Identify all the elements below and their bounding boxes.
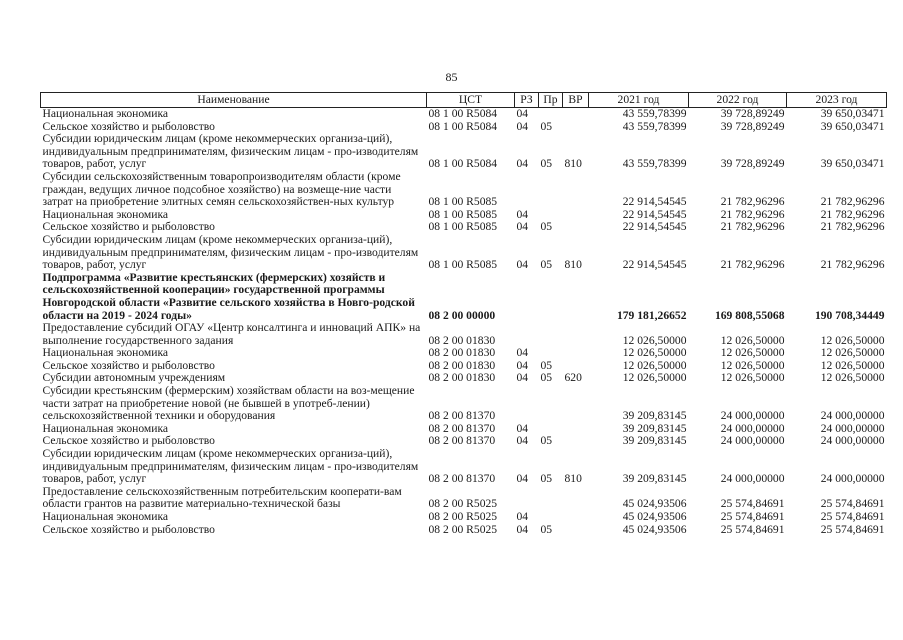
row-2023: 21 782,96296 [820,195,885,209]
row-rz: 04 [516,207,529,221]
row-cst: 08 1 00 R5085 [428,220,498,234]
row-name: Национальная экономика [42,207,169,221]
row-name: Субсидии сельскохозяйственным товаропроизводителям области (кроме граждан, ведущих личное подсобное хозяйство) на возмеще-ние части затрат на приобретение элитных семян сельскохозяйствен-ных культур [42,169,401,209]
row-2021: 179 181,26652 [616,308,687,322]
row-2023: 39 650,03471 [820,119,885,133]
table-row [41,234,887,272]
row-2021: 12 026,50000 [622,358,687,372]
row-2022: 169 808,55068 [714,308,785,322]
table-row [41,524,887,537]
row-cst: 08 2 00 01830 [428,371,496,385]
row-vr [563,322,589,347]
row-2021: 45 024,93506 [622,510,687,523]
row-2023: 12 026,50000 [820,371,885,385]
row-name: Подпрограмма «Развитие крестьянских (фермерских) хозяйств и сельскохозяйственной кооперации» государственной программы Новгородской области «Развитие сельского хозяйства в Новго-родской области на 2019 - 2024 годы» [42,270,415,322]
row-name: Национальная экономика [42,107,169,120]
row-vr: 620 [564,371,582,385]
row-name: Сельское хозяйство и рыболовство [42,434,215,448]
row-2021: 22 914,54545 [622,220,687,234]
row-2022: 24 000,00000 [720,472,785,486]
row-pr [539,486,563,511]
row-rz [515,486,539,511]
row-cst: 08 2 00 R5025 [428,522,498,536]
row-2023: 24 000,00000 [820,434,885,448]
page-number: 85 [445,70,458,84]
row-name: Национальная экономика [42,346,169,360]
budget-table [40,92,887,536]
row-rz: 04 [516,434,529,448]
row-pr: 05 [540,258,553,272]
row-2021: 12 026,50000 [622,333,687,347]
row-2023: 25 574,84691 [820,522,885,536]
row-vr: 810 [564,472,582,486]
row-cst: 08 2 00 00000 [428,308,496,322]
row-name: Субсидии крестьянским (фермерским) хозяйствам области на воз-мещение части затрат на приобретение новой (не бывшей в употреб-лении) сельскохозяйственной техники и оборудования [42,384,415,423]
row-pr [539,171,563,209]
header-rz: РЗ [515,93,539,108]
row-pr: 05 [540,434,553,448]
row-rz: 04 [516,107,529,120]
row-name: Субсидии юридическим лицам (кроме некоммерческих организа-ций), индивидуальным предпринимателям, физическим лицам - про-изводителям товаров, работ, услуг [42,132,419,171]
row-rz [515,272,539,322]
row-2022: 25 574,84691 [720,497,785,511]
row-cst: 08 2 00 81370 [428,409,496,423]
row-rz: 04 [516,258,529,272]
row-cst: 08 1 00 R5084 [428,107,498,120]
row-2021: 12 026,50000 [622,371,687,385]
row-rz: 04 [516,421,529,435]
row-vr: 810 [564,258,582,272]
row-2021: 43 559,78399 [622,119,687,133]
table-row [41,448,887,486]
row-2023: 12 026,50000 [820,358,885,372]
row-2023: 24 000,00000 [820,472,885,486]
row-2022: 21 782,96296 [720,207,785,221]
row-rz: 04 [516,358,529,372]
row-2022: 12 026,50000 [720,371,785,385]
row-vr [563,108,589,121]
row-2022: 21 782,96296 [720,220,785,234]
row-2022: 21 782,96296 [720,195,785,209]
row-2022: 12 026,50000 [720,346,785,360]
row-2021: 22 914,54545 [622,195,687,209]
row-rz: 04 [516,346,529,360]
row-vr [563,347,589,360]
row-name: Сельское хозяйство и рыболовство [42,522,215,536]
row-pr: 05 [540,522,553,536]
row-2023: 190 708,34449 [814,308,885,322]
row-pr [539,511,563,524]
row-vr [563,423,589,436]
table-row [41,272,887,322]
row-vr [563,272,589,322]
row-pr: 05 [540,220,553,234]
table-header-row [41,93,887,108]
row-rz: 04 [516,371,529,385]
row-vr [563,511,589,524]
row-rz: 04 [516,522,529,536]
header-name: Наименование [41,93,427,108]
row-2022: 39 728,89249 [720,107,785,120]
row-vr [563,171,589,209]
table-row [41,322,887,347]
row-2023: 25 574,84691 [820,497,885,511]
table-row [41,486,887,511]
row-cst: 08 2 00 81370 [428,472,496,486]
row-cst: 08 1 00 R5084 [428,119,498,133]
row-name: Сельское хозяйство и рыболовство [42,220,215,234]
row-2023: 21 782,96296 [820,207,885,221]
row-pr: 05 [540,157,553,171]
row-2021: 45 024,93506 [622,497,687,511]
row-2022: 12 026,50000 [720,333,785,347]
row-2023: 39 650,03471 [820,157,885,171]
row-2022: 25 574,84691 [720,522,785,536]
row-pr: 05 [540,371,553,385]
row-vr [563,435,589,448]
row-cst: 08 2 00 81370 [428,434,496,448]
row-name: Сельское хозяйство и рыболовство [42,119,215,133]
row-cst: 08 2 00 81370 [428,421,496,435]
row-2023: 24 000,00000 [820,409,885,423]
header-cst: ЦСТ [427,93,515,108]
row-2023: 24 000,00000 [820,421,885,435]
row-pr [539,272,563,322]
table-body [41,108,887,537]
header-2022: 2022 год [689,93,787,108]
row-2023: 21 782,96296 [820,220,885,234]
row-rz [515,385,539,423]
table-row [41,108,887,121]
row-name: Предоставление субсидий ОГАУ «Центр консалтинга и инноваций АПК» на выполнение государственного задания [42,321,421,347]
row-pr: 05 [540,358,553,372]
row-vr [563,221,589,234]
row-cst: 08 1 00 R5084 [428,157,498,171]
table-row [41,511,887,524]
row-rz: 04 [516,157,529,171]
row-2023: 12 026,50000 [820,346,885,360]
row-rz: 04 [516,472,529,486]
row-2021: 43 559,78399 [622,157,687,171]
table-row [41,385,887,423]
row-2023: 25 574,84691 [820,510,885,523]
row-pr: 05 [540,472,553,486]
row-cst: 08 2 00 01830 [428,333,496,347]
row-rz: 04 [516,119,529,133]
table-row [41,171,887,209]
row-cst: 08 2 00 R5025 [428,497,498,511]
row-2022: 39 728,89249 [720,119,785,133]
row-rz [515,322,539,347]
row-vr [563,121,589,134]
row-vr [563,385,589,423]
row-rz [515,171,539,209]
row-2021: 39 209,83145 [622,472,687,486]
row-name: Субсидии юридическим лицам (кроме некоммерческих организа-ций), индивидуальным предпринимателям, физическим лицам - про-изводителям товаров, работ, услуг [42,447,419,486]
row-pr: 05 [540,119,553,133]
header-pr: Пр [539,93,563,108]
row-pr [539,322,563,347]
header-vr: ВР [563,93,589,108]
header-2021: 2021 год [589,93,689,108]
row-cst: 08 1 00 R5085 [428,207,498,221]
row-vr [563,486,589,511]
row-cst: 08 2 00 01830 [428,346,496,360]
row-2022: 24 000,00000 [720,409,785,423]
row-2022: 24 000,00000 [720,434,785,448]
row-2021: 39 209,83145 [622,434,687,448]
row-2022: 12 026,50000 [720,358,785,372]
row-2023: 12 026,50000 [820,333,885,347]
row-2021: 39 209,83145 [622,409,687,423]
row-2022: 39 728,89249 [720,157,785,171]
row-2022: 24 000,00000 [720,421,785,435]
table-row [41,347,887,360]
row-vr: 810 [564,157,582,171]
row-cst: 08 2 00 R5025 [428,510,498,523]
row-rz: 04 [516,510,529,523]
row-cst: 08 2 00 01830 [428,358,496,372]
row-rz: 04 [516,220,529,234]
header-2023: 2023 год [787,93,887,108]
row-name: Сельское хозяйство и рыболовство [42,358,215,372]
row-cst: 08 1 00 R5085 [428,195,498,209]
row-pr [539,347,563,360]
row-cst: 08 1 00 R5085 [428,258,498,272]
row-2022: 25 574,84691 [720,510,785,523]
row-2022: 21 782,96296 [720,258,785,272]
row-2021: 43 559,78399 [622,107,687,120]
row-pr [539,108,563,121]
row-2023: 39 650,03471 [820,107,885,120]
row-name: Предоставление сельскохозяйственным потребительским кооперати-вам области грантов на развитие материально-технической базы [42,484,402,511]
row-2021: 12 026,50000 [622,346,687,360]
row-2021: 22 914,54545 [622,258,687,272]
row-2021: 22 914,54545 [622,207,687,221]
row-vr [563,524,589,537]
row-2021: 39 209,83145 [622,421,687,435]
row-name: Национальная экономика [42,510,169,523]
row-name: Субсидии юридическим лицам (кроме некоммерческих организа-ций), индивидуальным предпринимателям, физическим лицам - про-изводителям товаров, работ, услуг [42,232,419,272]
row-vr [563,209,589,222]
row-name: Субсидии автономным учреждениям [42,371,226,385]
row-pr [539,385,563,423]
row-name: Национальная экономика [42,421,169,435]
row-2023: 21 782,96296 [820,258,885,272]
table-row [41,133,887,171]
row-2021: 45 024,93506 [622,522,687,536]
